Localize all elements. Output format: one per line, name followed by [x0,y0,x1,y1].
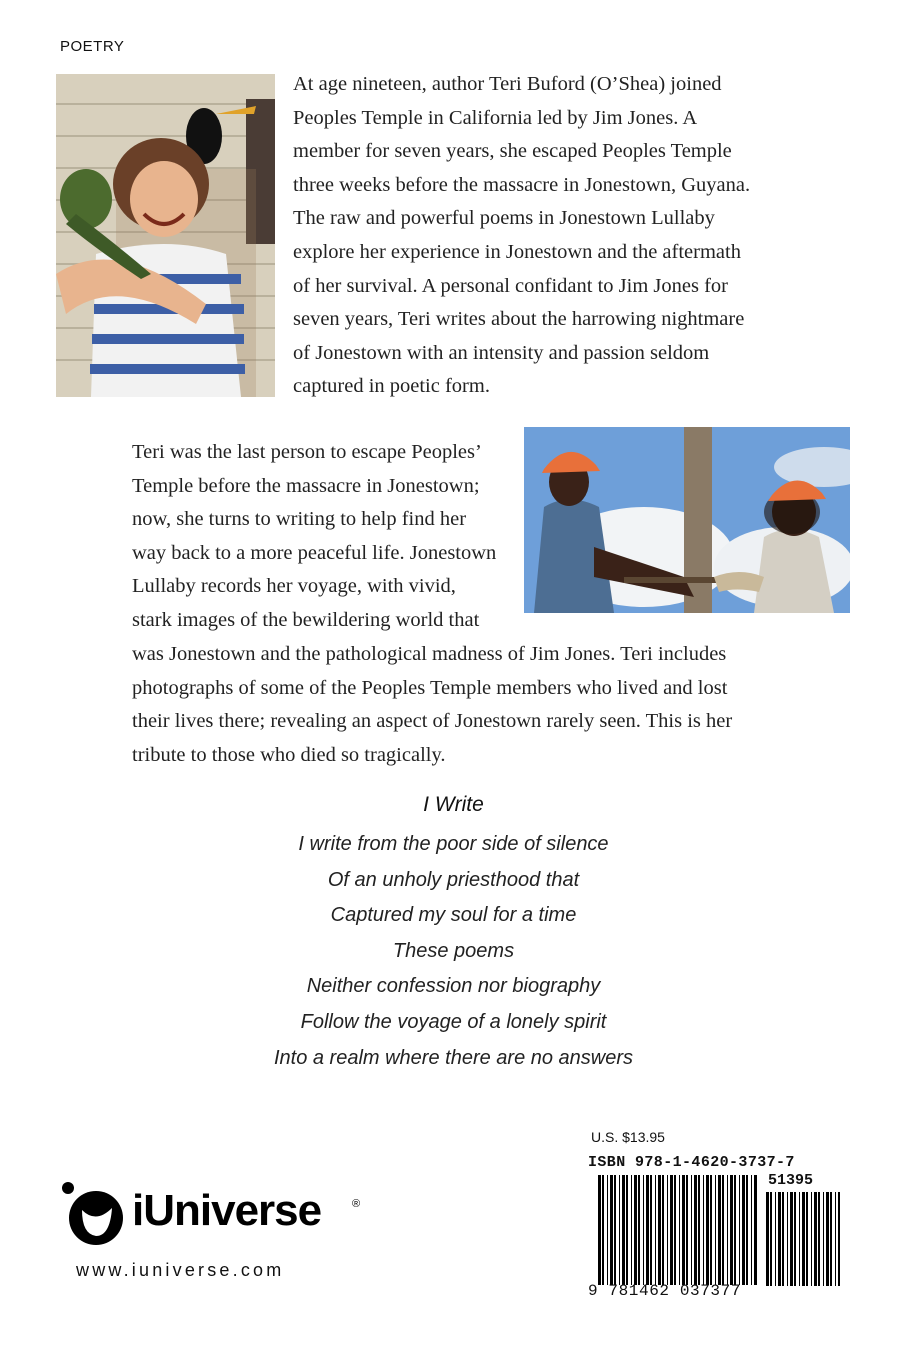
addon-number: 51395 [768,1172,814,1189]
publisher-name: iUniverse [132,1186,322,1235]
text-line: of her survival. A personal confidant to Jim Jones for [293,274,728,297]
text-line: captured in poetic form. [293,375,490,398]
text-line: tribute to those who died so tragically. [132,743,446,766]
text-line: photographs of some of the Peoples Temple members who lived and lost [132,676,728,699]
text-line: Teri was the last person to escape Peoples’ [132,441,482,463]
price-addon-barcode [766,1192,840,1286]
text-line: At age nineteen, author Teri Buford (O’Shea) joined [293,73,722,95]
poem-body [0,827,907,1076]
text-line: Lullaby records her voyage, with vivid, [132,575,456,598]
text-line: now, she turns to writing to help find her [132,508,467,531]
registered-mark: ® [352,1198,361,1210]
category-label: POETRY [60,38,125,55]
text-line: was Jonestown and the pathological madness of Jim Jones. Teri includes [132,643,727,665]
poem-line: Of an unholy priesthood that [327,868,580,891]
workers-photo [524,427,850,613]
poem-line: Captured my soul for a time [330,904,577,927]
text-line: three weeks before the massacre in Jonestown, Guyana. [293,173,751,196]
poem-line: Follow the voyage of a lonely spirit [300,1010,607,1033]
barcode-number: 9 781462 037377 [588,1282,742,1300]
iuniverse-logo-icon [60,1180,126,1246]
ean-barcode [598,1175,758,1285]
poem-line: These poems [392,939,515,962]
author-photo [56,74,275,397]
description-paragraph-1 [293,68,750,404]
poem-line: Neither confession nor biography [306,975,601,998]
poem-line: I write from the poor side of silence [298,833,609,855]
description-paragraph-2-continued [132,638,732,772]
text-line: Peoples Temple in California led by Jim Jones. A [293,106,698,129]
text-line: member for seven years, she escaped Peoples Temple [293,140,732,163]
poem-title: I Write [423,793,484,816]
author-photo-illustration [56,74,275,397]
text-line: The raw and powerful poems in Jonestown Lullaby [293,207,715,230]
text-line: Temple before the massacre in Jonestown; [132,474,480,497]
text-line: their lives there; revealing an aspect of Jonestown rarely seen. This is her [132,710,733,733]
price-label: U.S. $13.95 [591,1129,665,1145]
text-line: way back to a more peaceful life. Jonestown [132,541,497,564]
isbn-label: ISBN 978-1-4620-3737-7 [588,1154,795,1171]
description-paragraph-2 [132,436,496,638]
text-line: explore her experience in Jonestown and the aftermath [293,240,741,263]
text-line: stark images of the bewildering world that [132,608,480,631]
text-line: seven years, Teri writes about the harrowing nightmare [293,308,745,331]
publisher-website: www.iuniverse.com [76,1260,285,1280]
text-line: of Jonestown with an intensity and passion seldom [293,341,710,364]
poem-line: Into a realm where there are no answers [273,1046,634,1069]
workers-photo-illustration [524,427,850,613]
